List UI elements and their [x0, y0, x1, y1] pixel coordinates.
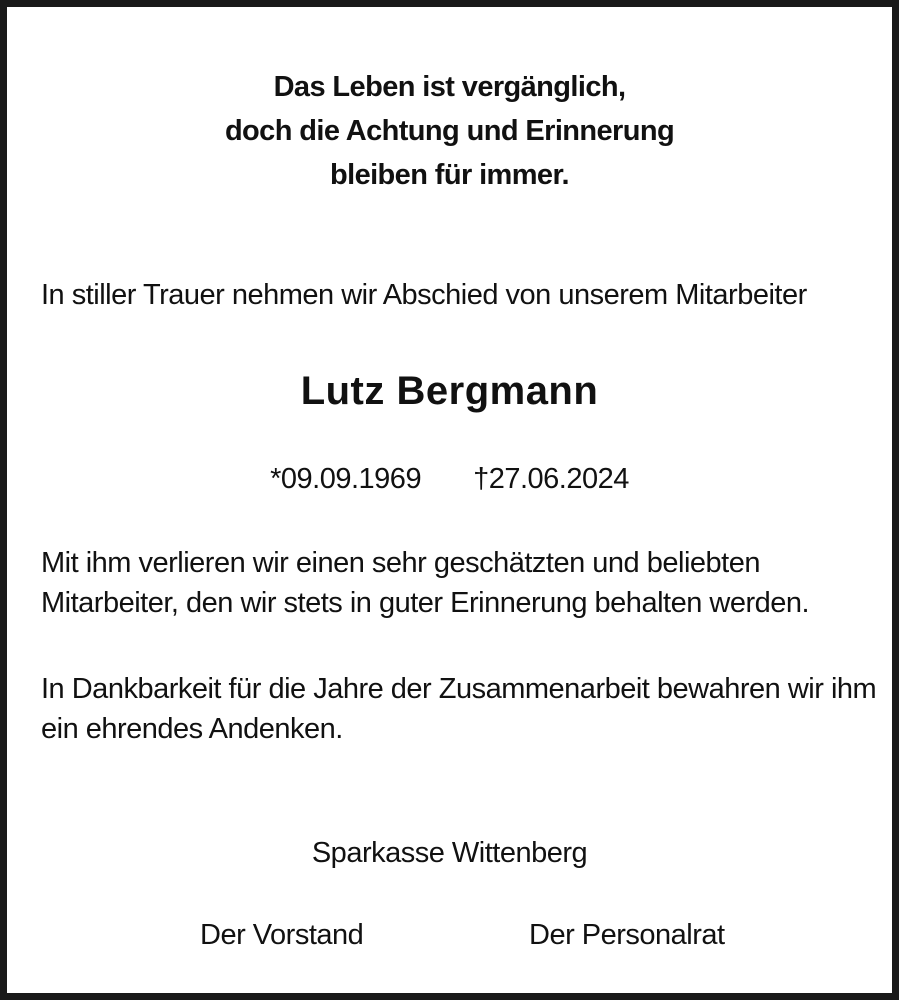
motto-quote — [7, 65, 892, 197]
deceased-name: Lutz Bergmann — [300, 369, 599, 413]
gratitude-paragraph — [41, 669, 877, 749]
death-date: †27.06.2024 — [473, 463, 629, 495]
gratitude-line-1: In Dankbarkeit für die Jahre der Zusammenarbeit bewahren wir ihm — [41, 673, 877, 705]
signatory-board: Der Vorstand — [200, 919, 364, 951]
intro-text: In stiller Trauer nehmen wir Abschied von unserem Mitarbeiter — [41, 279, 807, 311]
tribute-line-1: Mit ihm verlieren wir einen sehr geschätzten und beliebten — [41, 547, 760, 579]
life-dates — [7, 459, 892, 499]
birth-date: *09.09.1969 — [270, 463, 422, 495]
tribute-paragraph — [41, 543, 872, 623]
signatory-staff-council: Der Personalrat — [529, 919, 725, 951]
motto-line-2: doch die Achtung und Erinnerung — [224, 115, 675, 147]
tribute-line-2: Mitarbeiter, den wir stets in guter Erinnerung behalten werden. — [41, 587, 810, 619]
motto-line-1: Das Leben ist vergänglich, — [273, 71, 626, 103]
organization-name: Sparkasse Wittenberg — [311, 837, 588, 869]
motto-line-3: bleiben für immer. — [330, 159, 569, 191]
gratitude-line-2: ein ehrendes Andenken. — [41, 713, 343, 745]
